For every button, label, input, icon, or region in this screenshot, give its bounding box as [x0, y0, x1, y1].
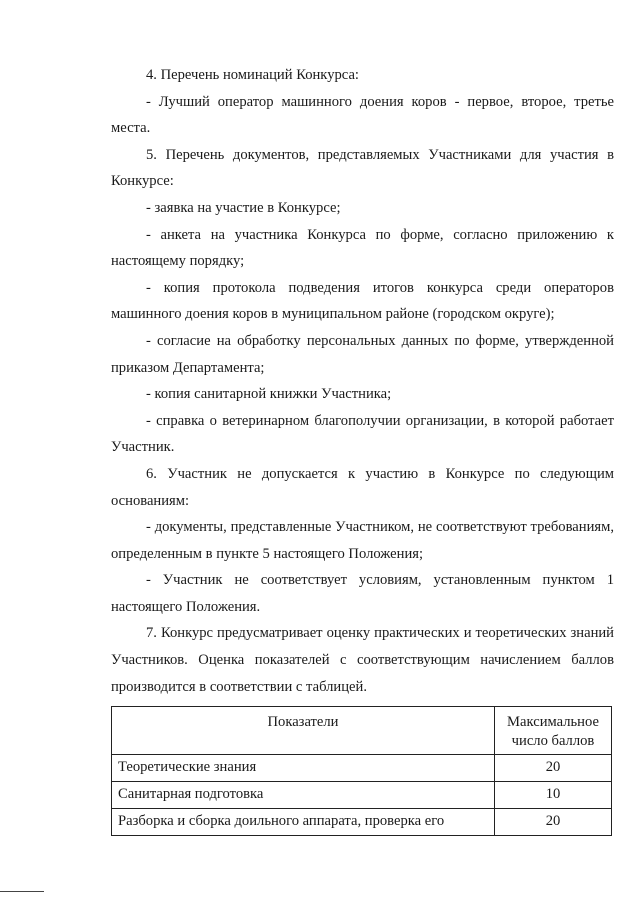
document-body [111, 62, 614, 700]
paragraph-section-7: 7. Конкурс предусматривает оценку практических и теоретических знаний Участников. Оценка показателей с соответствующим начислением баллов производится в соответствии с таблицей. [111, 625, 614, 695]
scores-table-container [111, 706, 612, 836]
list-item-sanitary-book: - копия санитарной книжки Участника; [146, 386, 392, 403]
list-item-documents-mismatch: - документы, представленные Участником, не соответствуют требованиям, определенным в пункте 5 настоящего Положения; [111, 519, 614, 562]
cell-indicator: Санитарная подготовка [112, 782, 495, 809]
list-item-conditions-mismatch: - Участник не соответствует условиям, установленным пунктом 1 настоящего Положения. [111, 572, 614, 615]
cell-score: 10 [495, 782, 612, 809]
scan-edge-mark [0, 891, 44, 892]
cell-score: 20 [495, 809, 612, 836]
scores-table [111, 706, 612, 836]
header-max-score: Максимальное число баллов [495, 707, 612, 755]
list-item-questionnaire: - анкета на участника Конкурса по форме, согласно приложению к настоящему порядку; [111, 226, 614, 270]
list-item-application: - заявка на участие в Конкурсе; [146, 199, 341, 216]
cell-indicator: Разборка и сборка доильного аппарата, проверка его [112, 809, 495, 836]
list-item-veterinary-certificate: - справка о ветеринарном благополучии организации, в которой работает Участник. [111, 412, 614, 456]
paragraph-section-6: 6. Участник не допускается к участию в Конкурсе по следующим основаниям: [111, 465, 614, 509]
table-row [112, 782, 612, 809]
table-row [112, 809, 612, 836]
header-indicator: Показатели [112, 707, 495, 755]
list-item-data-consent: - согласие на обработку персональных данных по форме, утвержденной приказом Департамента; [111, 332, 614, 376]
list-item-nomination: - Лучший оператор машинного доения коров - первое, второе, третье места. [111, 93, 614, 137]
table-row [112, 755, 612, 782]
table-header-row [112, 707, 612, 755]
cell-indicator: Теоретические знания [112, 755, 495, 782]
paragraph-section-5: 5. Перечень документов, представляемых Участниками для участия в Конкурсе: [111, 146, 614, 190]
cell-score: 20 [495, 755, 612, 782]
paragraph-section-4: 4. Перечень номинаций Конкурса: [146, 67, 359, 83]
list-item-protocol-copy: - копия протокола подведения итогов конкурса среди операторов машинного доения коров в муниципальном районе (городском округе); [111, 279, 614, 323]
